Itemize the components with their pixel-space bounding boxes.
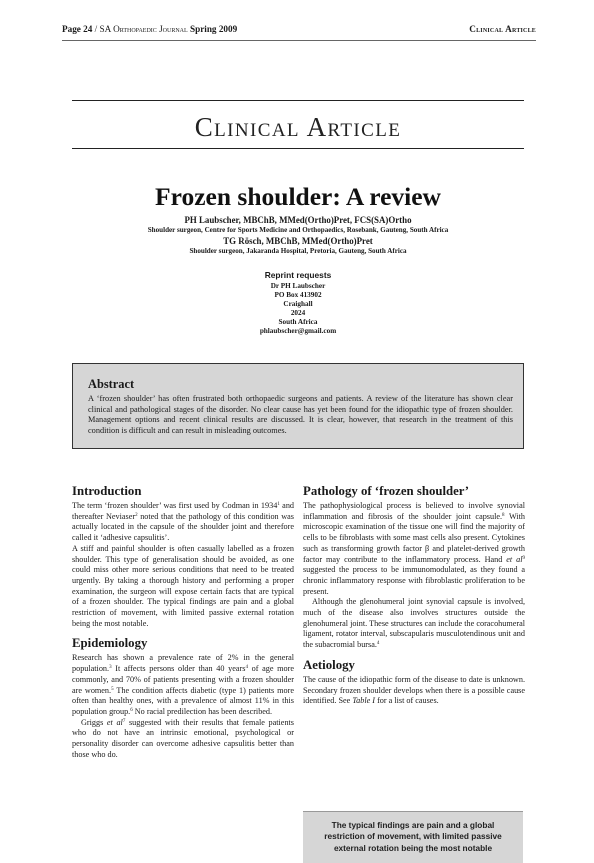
header-separator: / — [94, 24, 98, 34]
author-affiliation: Shoulder surgeon, Centre for Sports Medicine and Orthopaedics, Rosebank, Gauteng, South Africa — [147, 226, 449, 234]
section-heading-epidemiology: Epidemiology — [72, 636, 148, 651]
running-header-left — [62, 24, 237, 34]
article-title: Frozen shoulder: A review — [155, 182, 441, 211]
running-header-section: Clinical Article — [469, 24, 536, 34]
reprint-heading: Reprint requests — [264, 270, 332, 280]
author-affiliation: Shoulder surgeon, Jakaranda Hospital, Pretoria, Gauteng, South Africa — [189, 247, 407, 255]
section-heading-aetiology: Aetiology — [303, 657, 355, 672]
author-name: TG Rösch, MBChB, MMed(Ortho)Pret — [223, 236, 373, 246]
section-heading-introduction: Introduction — [72, 484, 142, 498]
running-header — [62, 24, 536, 38]
journal-name: SA Orthopaedic Journal — [99, 24, 188, 34]
abstract-title: Abstract — [88, 377, 135, 391]
right-column — [303, 484, 525, 707]
section-heading-pathology: Pathology of ‘frozen shoulder’ — [303, 484, 469, 498]
epidemiology-paragraph: Griggs et $al^7$ suggested with their results that female patients who do not have an intrinsic emotional, psychological or personality disorder can overcome adhesive capsulitis better than those who do. — [72, 717, 294, 759]
banner-bottom-rule — [72, 148, 524, 149]
section-banner: Clinical Article — [194, 112, 402, 142]
abstract-text: A ‘frozen shoulder’ has often frustrated both orthopaedic surgeons and patients. A review of the literature has shown clear clinical and pathological stages of the disorder. No clear cause has yet been found for the idiopathic type of frozen shoulder. Management options and recent clinical results are discussed. It is clear, however, that research in the treatment of this condition is difficult and can result in misleading outcomes. — [88, 394, 513, 435]
aetiology-paragraph: The cause of the idiopathic form of the disease to date is unknown. Secondary frozen shoulder develops when there is a possible cause identified. See Table I for a list of causes. — [303, 674, 525, 706]
introduction-paragraph: The term ‘frozen shoulder’ was first used by Codman in 1934$^1$ and thereafter Neviaser$^2$ noted that the pathology of this condition was actually located in the capsule of the shoulder joint and therefore called it ‘adhesive capsulitis’. — [72, 501, 295, 543]
journal-issue: Spring 2009 — [189, 24, 238, 34]
author-name: PH Laubscher, MBChB, MMed(Ortho)Pret, FCS(SA)Ortho — [184, 215, 412, 225]
reprint-email: phlaubscher@gmail.com — [259, 327, 337, 335]
epidemiology-paragraph: Research has shown a prevalence rate of 2% in the general population.$^3$ It affects persons older than 40 years$^4$ of age more commonly, and 70% of patients presenting with a frozen shoulder are women.$^5$ The condition affects diabetic (type 1) patients more often than healthy ones, with a prevalence of almost 11% in this population group.$^6$ No racial predilection has been described. — [72, 653, 294, 716]
reprint-line: Dr PH Laubscher — [270, 282, 326, 290]
reprint-line: 2024 — [290, 309, 306, 317]
pull-quote-box — [303, 811, 523, 863]
header-rule — [62, 40, 536, 41]
reprint-line: Craighall — [283, 300, 313, 308]
banner-top-rule — [72, 100, 524, 101]
pathology-paragraph: The pathophysiological process is believed to involve synovial inflammation and fibrosis of the shoulder joint capsule.$^8$ With microscopic examination of the tissue one will find the majority of cells to be fibroblasts with some mast cells also present. Cytokines such as transforming growth factor β and platelet-derived growth factor may contribute to the inflammatory process. Hand et $al^9$ suggested the process to be immunomodulated, as they found a chronic inflammatory response with fibroblastic proliferation to be present. — [303, 501, 525, 596]
introduction-paragraph: A stiff and painful shoulder is often casually labelled as a frozen shoulder. This type of generalisation should be avoided, as one could miss other more serious conditions that need to be treated urgently. By taking a thorough history and performing a proper examination, the surgeon will expose certain facts that are typical of a frozen shoulder. The typical findings are pain and a global restriction of movement, with limited passive external rotation being the most notable. — [72, 543, 294, 628]
pull-quote: The typical findings are pain and a global restriction of movement, with limited passive external rotation being the most notable — [324, 820, 502, 853]
page-number: Page 24 — [62, 24, 93, 34]
abstract-box — [72, 363, 524, 449]
reprint-line: PO Box 413902 — [274, 291, 322, 299]
left-column — [72, 484, 294, 760]
pathology-paragraph: Although the glenohumeral joint synovial capsule is involved, much of the disease also involves structures outside the glenohumeral joint. These structures can include the coracohumeral ligament, rotator interval, subscapularis musculotendinous unit and the subacromial bursa.$^4$ — [303, 597, 525, 650]
reprint-line: South Africa — [278, 318, 318, 326]
